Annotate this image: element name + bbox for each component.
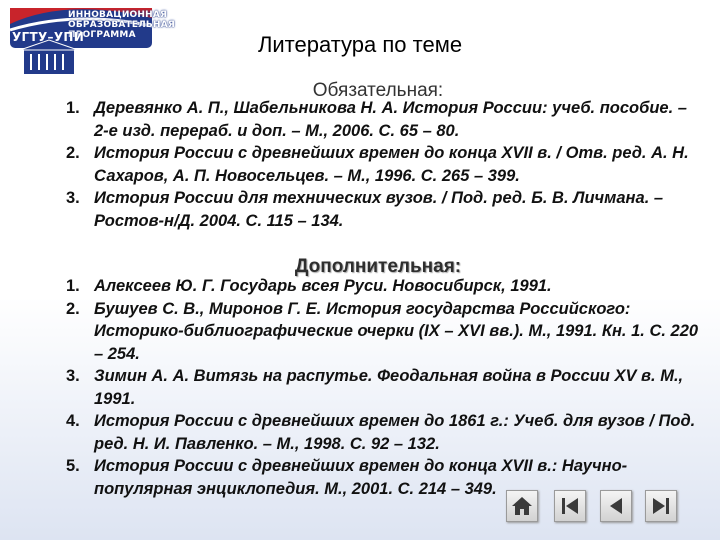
required-heading: Обязательная: (312, 80, 444, 101)
item-text: Зимин А. А. Витязь на распутье. Феодальная война в России XV в. М., 1991. (94, 367, 684, 408)
additional-heading: Дополнительная: (294, 256, 462, 277)
item-number: 2. (66, 299, 80, 318)
list-item (66, 410, 706, 455)
required-list (66, 97, 706, 232)
item-text: История России с древнейших времен до 1861 г.: Учеб. для вузов / Под. ред. Н. И. Павленко. – М., 1998. С. 92 – 132. (94, 412, 696, 453)
last-slide-button[interactable] (645, 490, 677, 522)
home-button[interactable] (506, 490, 538, 522)
previous-slide-button[interactable] (600, 490, 632, 522)
item-number: 5. (66, 457, 80, 475)
list-item (66, 365, 706, 410)
list-item (66, 97, 706, 142)
logo-line-2: ОБРАЗОВАТЕЛЬНАЯ (68, 20, 175, 30)
additional-list (66, 275, 706, 500)
item-text: История России для технических вузов. / Под. ред. Б. В. Личмана. – Ростов-н/Д. 2004. С. 115 – 134. (94, 189, 664, 230)
logo-line-1: ИННОВАЦИОННАЯ (68, 10, 168, 20)
skip-to-start-icon (555, 491, 585, 521)
previous-icon (601, 491, 631, 521)
item-text: Алексеев Ю. Г. Государь всея Руси. Новосибирск, 1991. (94, 277, 552, 295)
item-number: 4. (66, 412, 80, 430)
skip-to-end-icon (646, 491, 676, 521)
list-item (66, 187, 706, 232)
page-title (0, 32, 720, 58)
list-item (66, 298, 706, 366)
item-number: 3. (66, 189, 80, 207)
list-item (66, 275, 706, 298)
item-number: 3. (66, 367, 80, 385)
item-number: 2. (66, 144, 80, 162)
home-icon (507, 491, 537, 521)
logo-line-3: ПРОГРАММА (68, 30, 136, 40)
item-text: История России с древнейших времен до конца XVII в. / Отв. ред. А. Н. Сахаров, А. П. Новосельцев. – М., 1996. С. 265 – 399. (94, 144, 689, 185)
item-text: История России с древнейших времен до конца XVII в.: Научно-популярная энциклопедия. М., 2001. С. 214 – 349. (94, 457, 628, 498)
item-text: Бушуев С. В., Миронов Г. Е. История государства Российского: Историко-библиографические очерки (IX – XVI вв.). М., 1991. Кн. 1. С. 220 – 254. (94, 299, 699, 363)
item-text: Деревянко А. П., Шабельникова Н. А. История России: учеб. пособие. – 2-е изд. перераб. и доп. – М., 2006. С. 65 – 80. (94, 99, 687, 140)
list-item (66, 142, 706, 187)
first-slide-button[interactable] (554, 490, 586, 522)
page-title-text: Литература по теме (257, 32, 463, 57)
item-number: 1. (66, 277, 80, 295)
logo-abbreviation: УГТУ–УПИ (12, 30, 85, 44)
item-number: 1. (66, 99, 80, 117)
